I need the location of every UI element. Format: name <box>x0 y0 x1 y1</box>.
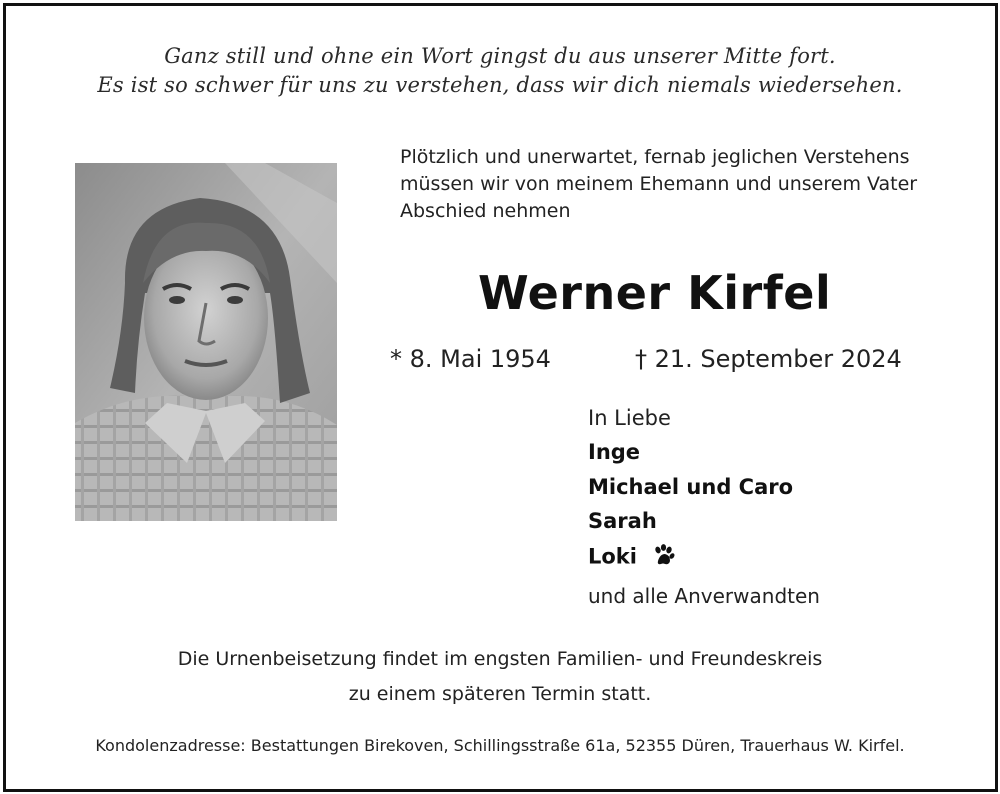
deceased-name: Werner Kirfel <box>478 266 832 320</box>
family-member-3: Sarah <box>588 509 657 533</box>
intro-line-1: Plötzlich und unerwartet, fernab jeglichen Verstehens <box>400 146 910 168</box>
family-intro: In Liebe <box>588 406 671 430</box>
quote-line-2: Es ist so schwer für uns zu verstehen, dass wir dich niemals wiedersehen. <box>97 73 903 97</box>
family-member-1: Inge <box>588 440 641 464</box>
condolence-address: Kondolenzadresse: Bestattungen Birekoven, Schillingsstraße 61a, 52355 Düren, Trauerhaus W. Kirfel. <box>95 736 905 755</box>
family-closing: und alle Anverwandten <box>588 584 820 608</box>
paw-icon <box>652 543 676 572</box>
portrait-illustration <box>75 163 337 521</box>
burial-line-1: Die Urnenbeisetzung findet im engsten Familien- und Freundeskreis <box>177 648 823 670</box>
family-member-4: Loki <box>588 544 637 569</box>
death-date: † 21. September 2024 <box>635 345 902 373</box>
portrait-photo <box>75 163 337 521</box>
birth-date: * 8. Mai 1954 <box>390 345 551 373</box>
burial-line-2: zu einem späteren Termin statt. <box>348 683 652 705</box>
intro-line-3: Abschied nehmen <box>400 200 571 222</box>
family-member-2: Michael und Caro <box>588 475 794 499</box>
quote-line-1: Ganz still und ohne ein Wort gingst du aus unserer Mitte fort. <box>164 44 836 68</box>
family-member-4-row <box>588 543 676 572</box>
intro-line-2: müssen wir von meinem Ehemann und unserem Vater <box>400 173 918 195</box>
